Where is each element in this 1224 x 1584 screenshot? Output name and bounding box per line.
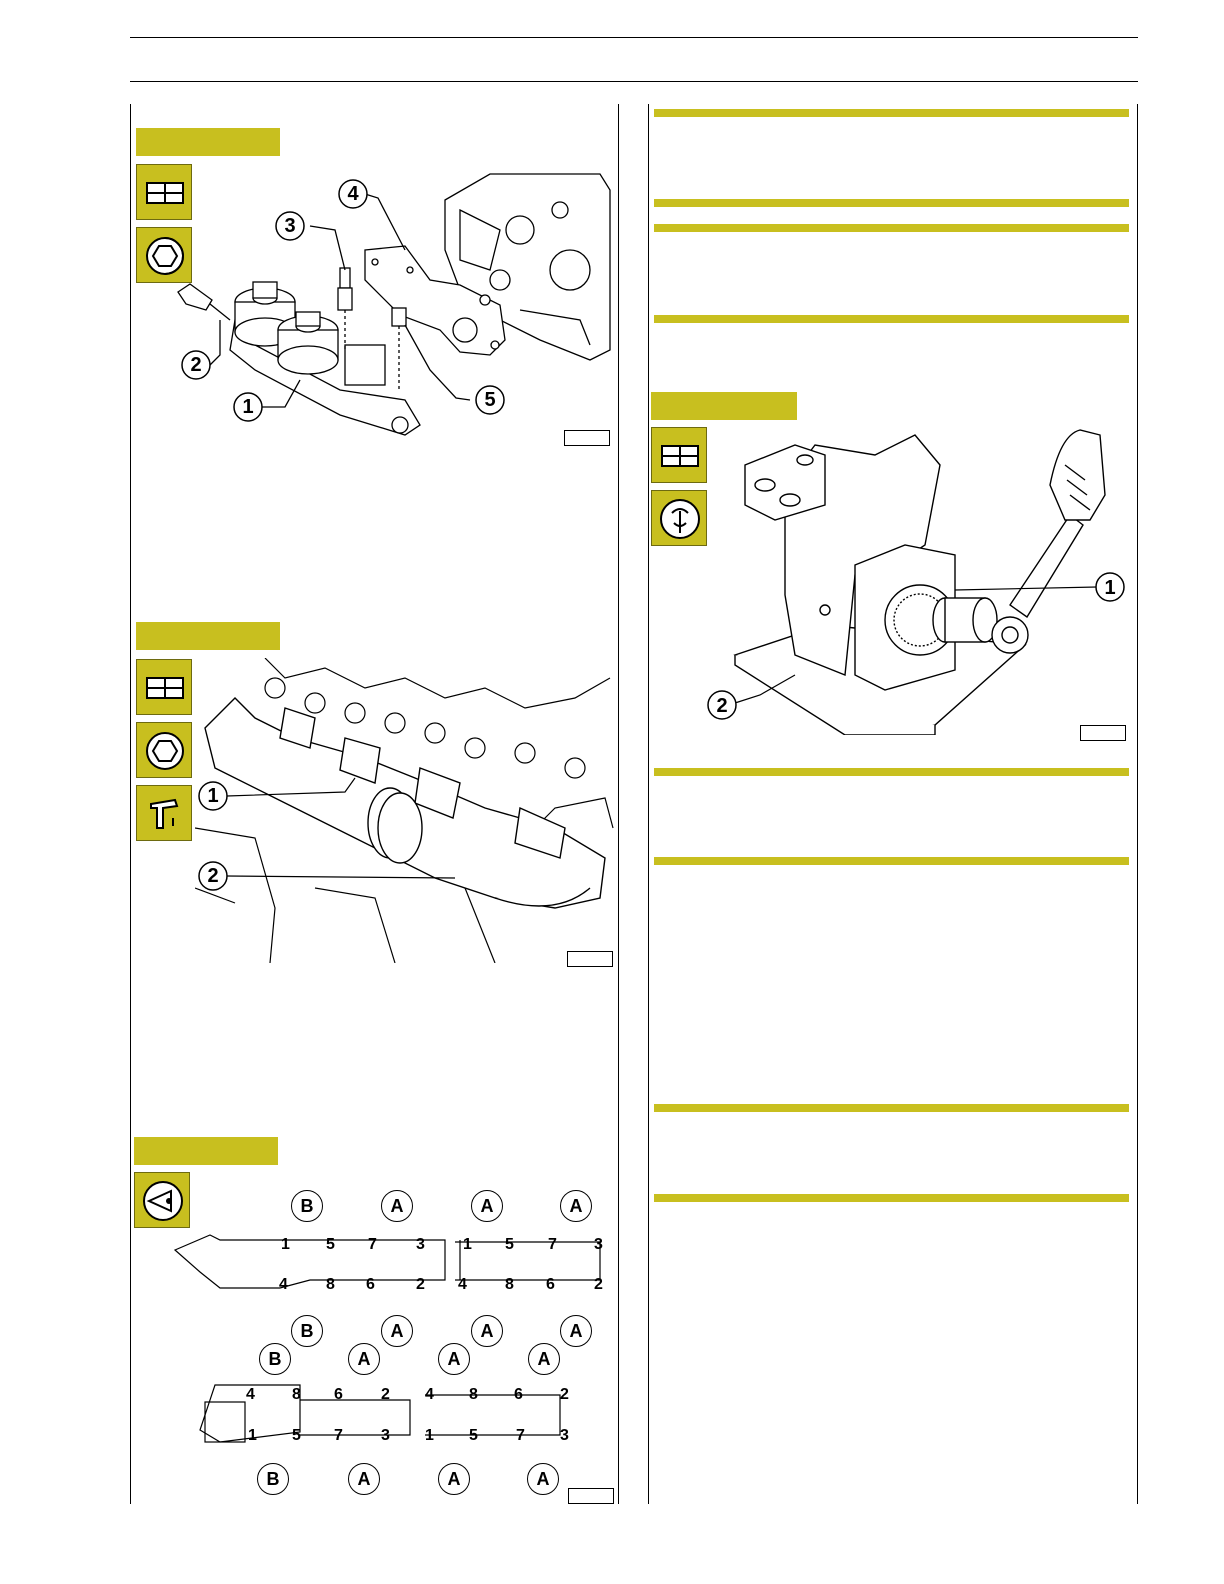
- yellow-rule: [654, 199, 1129, 207]
- bolt-number: 3: [560, 1427, 569, 1444]
- bolt-number: 6: [366, 1276, 375, 1293]
- bolt-number: 4: [425, 1386, 434, 1403]
- figure-tab-3: [134, 1137, 278, 1165]
- bolt-number: 7: [548, 1236, 557, 1253]
- tighten-icon: [136, 722, 192, 778]
- top-rule: [130, 37, 1138, 38]
- bolt-letter: A: [528, 1343, 560, 1375]
- figure-ref-box: [1080, 725, 1126, 741]
- bolt-letter: B: [259, 1343, 291, 1375]
- bolt-number: 8: [505, 1276, 514, 1293]
- yellow-rule: [654, 109, 1129, 117]
- bolt-number: 5: [292, 1427, 301, 1444]
- bolt-number: 8: [469, 1386, 478, 1403]
- callout-2: 2: [190, 354, 202, 376]
- bolt-number: 5: [505, 1236, 514, 1253]
- bolt-letter: A: [348, 1343, 380, 1375]
- bolt-number: 3: [381, 1427, 390, 1444]
- figure-ref-box: [568, 1488, 614, 1504]
- seal-icon: [136, 785, 192, 841]
- bolt-number: 5: [469, 1427, 478, 1444]
- right-margin-rule: [1137, 104, 1138, 1504]
- yellow-rule: [654, 315, 1129, 323]
- bolt-number: 3: [594, 1236, 603, 1253]
- bolt-number: 4: [279, 1276, 288, 1293]
- header-rule: [130, 81, 1138, 82]
- yellow-rule: [654, 1104, 1129, 1112]
- callout-3: 3: [284, 215, 296, 237]
- bolt-letter: B: [291, 1190, 323, 1222]
- left-margin-rule: [130, 104, 131, 1504]
- callout-2: 2: [716, 695, 728, 717]
- figure-2-drawing: [195, 658, 615, 963]
- yellow-rule: [654, 857, 1129, 865]
- bolt-letter: A: [381, 1190, 413, 1222]
- bolt-number: 3: [416, 1236, 425, 1253]
- bolt-number: 6: [546, 1276, 555, 1293]
- figure-4-drawing: [705, 425, 1130, 735]
- bolt-letter: B: [257, 1463, 289, 1495]
- figure-tab-2: [136, 622, 280, 650]
- bolt-letter: A: [471, 1315, 503, 1347]
- bolt-number: 4: [458, 1276, 467, 1293]
- callout-1: 1: [207, 785, 219, 807]
- bolt-number: 1: [425, 1427, 434, 1444]
- column-divider-left: [618, 104, 619, 1504]
- figure-ref-box: [567, 951, 613, 967]
- bolt-number: 1: [463, 1236, 472, 1253]
- yellow-rule: [654, 768, 1129, 776]
- bolt-letter: A: [560, 1190, 592, 1222]
- bolt-number: 5: [326, 1236, 335, 1253]
- bolt-number: 2: [381, 1386, 390, 1403]
- bolt-number: 6: [334, 1386, 343, 1403]
- figure-tab-4: [651, 392, 797, 420]
- callout-1: 1: [242, 396, 254, 418]
- bolt-number: 7: [368, 1236, 377, 1253]
- bolt-number: 6: [514, 1386, 523, 1403]
- callout-1: 1: [1104, 577, 1116, 599]
- torque-wrench-icon: [651, 490, 707, 546]
- bolt-number: 8: [292, 1386, 301, 1403]
- column-divider-right: [648, 104, 649, 1504]
- bolt-letter: A: [560, 1315, 592, 1347]
- figure-1-drawing: [160, 170, 615, 460]
- bolt-number: 2: [594, 1276, 603, 1293]
- bolt-number: 4: [246, 1386, 255, 1403]
- bolt-letter: A: [471, 1190, 503, 1222]
- bolt-number: 2: [560, 1386, 569, 1403]
- callout-5: 5: [484, 389, 496, 411]
- figure-tab-1: [136, 128, 280, 156]
- disassemble-icon: [651, 427, 707, 483]
- bolt-letter: A: [348, 1463, 380, 1495]
- yellow-rule: [654, 224, 1129, 232]
- bolt-letter: A: [527, 1463, 559, 1495]
- bolt-number: 7: [516, 1427, 525, 1444]
- bolt-number: 2: [416, 1276, 425, 1293]
- bolt-letter: A: [438, 1463, 470, 1495]
- bolt-number: 1: [248, 1427, 257, 1444]
- yellow-rule: [654, 1194, 1129, 1202]
- bolt-letter: A: [381, 1315, 413, 1347]
- disassemble-icon: [136, 659, 192, 715]
- bolt-letter: B: [291, 1315, 323, 1347]
- bolt-letter: A: [438, 1343, 470, 1375]
- figure-ref-box: [564, 430, 610, 446]
- bolt-number: 7: [334, 1427, 343, 1444]
- callout-2: 2: [207, 865, 219, 887]
- callout-4: 4: [347, 183, 359, 205]
- bolt-number: 1: [281, 1236, 290, 1253]
- bolt-number: 8: [326, 1276, 335, 1293]
